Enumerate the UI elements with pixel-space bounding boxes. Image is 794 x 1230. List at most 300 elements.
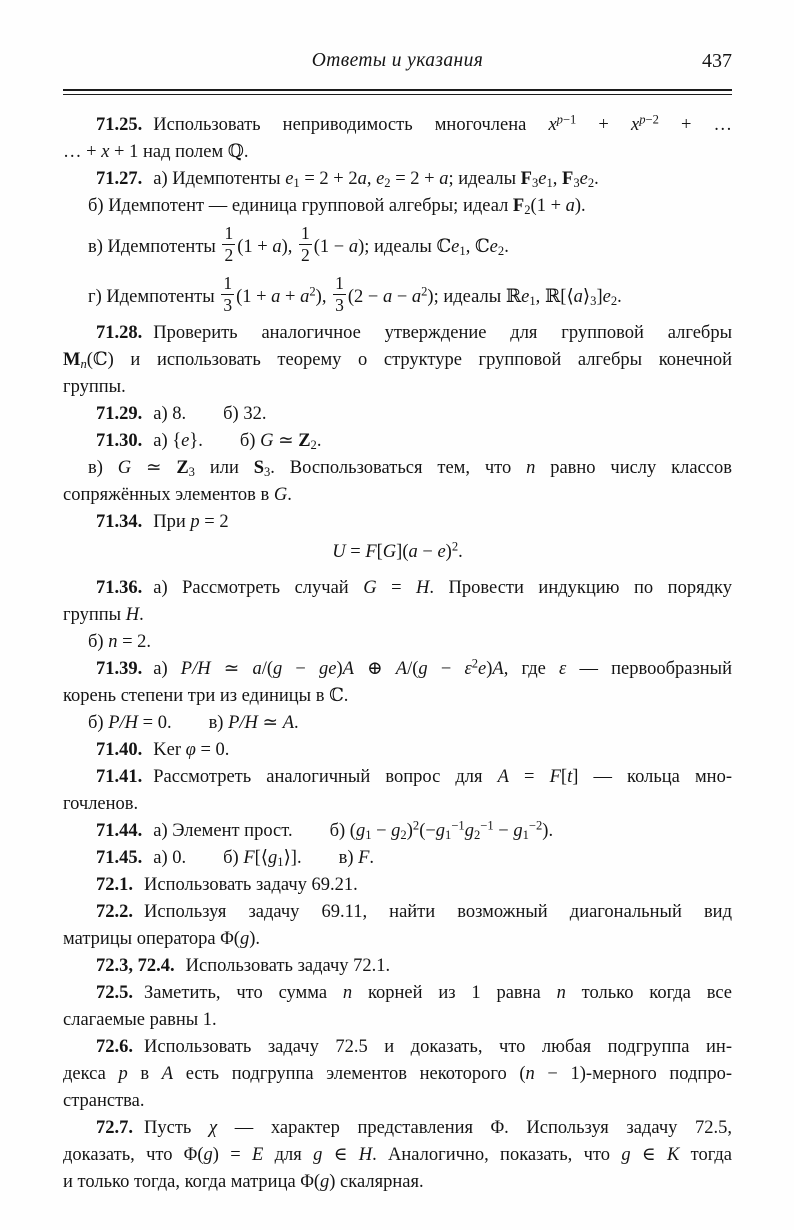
text-segment: /( [407,658,419,679]
text-segment: F [358,847,370,868]
text-segment: G [117,457,132,478]
text-segment: e [437,541,446,562]
problem-number: 71.36. [96,577,143,598]
text-segment: 2 [421,284,428,299]
equation-71-34 [63,539,732,566]
text-segment: e [602,286,611,307]
text-segment: доказать, что Φ( [63,1144,204,1165]
text-segment: , ℝ[⟨ [535,286,574,307]
text-segment: = [508,766,550,787]
text-segment: a [300,286,310,307]
text-segment: n [525,1063,535,1084]
fraction: $\frac{1}{3}$ [223,272,233,315]
text-segment: . [287,484,292,505]
text-segment: = [345,541,366,562]
text-segment: g [391,820,401,841]
text-segment: . [458,541,463,562]
text-segment: = 0. в) [138,712,229,733]
text-segment: p [639,112,646,127]
text-segment: 2 [309,284,316,299]
line-72-6-1 [63,1034,732,1061]
text-segment: F [520,169,532,189]
problem-number: 71.27. [96,169,143,189]
text-segment: a [272,236,282,257]
text-segment: = 2 [199,511,229,532]
text-segment: , [366,169,377,189]
text-segment: . [617,286,622,307]
text-segment: F [512,196,525,216]
line-71-41-2 [63,791,732,818]
text-segment: n [80,356,87,371]
text-segment: ) скалярная. [329,1171,424,1192]
text-segment: Ker [153,739,186,760]
text-segment: ⟩]. в) [283,847,359,868]
line-71-27-a [63,166,732,193]
line-72-2-2 [63,926,732,953]
text-segment: Использовать задачу 72.1. [185,955,391,976]
text-segment: g [435,820,446,841]
text-segment: g [268,847,278,868]
text-segment: , [552,169,563,189]
text-segment: ge [319,658,337,679]
text-segment: − [282,658,320,679]
text-segment: а) Элемент прост. б) ( [153,820,356,841]
text-segment: ) [406,820,413,841]
text-segment: e [538,169,547,189]
text-segment: E [252,1144,264,1165]
text-segment: = 0. [195,739,230,760]
text-segment: ), [281,236,297,257]
text-segment: . Провести индукцию по порядку [429,577,732,598]
text-segment: б) [88,631,109,652]
text-segment: G [382,541,397,562]
line-71-25-2 [63,139,732,166]
text-segment: G [273,484,288,505]
text-segment: ). [542,820,554,841]
text-segment: слагаемые равны 1. [63,1009,217,1030]
line-72-3-4 [63,953,732,980]
text-segment: Использовать задачу 69.21. [144,874,358,895]
text-segment: 1 [546,176,553,191]
text-segment: (1 + [530,196,566,216]
line-71-44 [63,818,732,845]
text-segment: . [316,430,322,451]
text-segment: , где [503,658,559,679]
problem-number: 71.34. [96,511,143,532]
text-segment: корень степени три из единицы в ℂ. [63,685,349,706]
text-segment: 1 [293,176,300,191]
text-segment: φ [185,739,196,760]
text-segment: g [313,1144,323,1165]
text-segment: а) { [153,430,182,451]
text-segment: A [497,766,509,787]
text-segment: [ [560,766,568,787]
text-segment: + … [658,115,732,135]
text-segment: A [342,658,354,679]
text-segment: a [565,196,575,216]
problem-number: 71.30. [96,430,143,451]
text-segment: 3 [264,464,271,479]
text-segment: ); идеалы ℝ [427,286,522,307]
text-segment: n [108,631,118,652]
text-segment: g [621,1144,631,1165]
text-segment: p [190,511,200,532]
text-segment: − 1)-мерного подпро- [534,1063,732,1084]
fraction: $\frac{1}{2}$ [301,223,310,265]
text-segment: 3 [531,176,539,191]
text-segment: + [576,115,631,135]
text-segment: . Воспользоваться тем, что [270,457,527,478]
text-segment: n [556,982,566,1003]
text-segment: a [271,286,281,307]
text-segment: г) Идемпотенты [88,286,220,307]
text-segment: б) [88,712,109,733]
problem-number: 71.44. [96,820,143,841]
text-segment: 2 [471,656,479,671]
text-segment: P/H [228,712,258,733]
text-segment: x [548,115,557,135]
text-segment: тогда [679,1144,732,1165]
line-71-45 [63,845,732,872]
text-segment: −1 [562,112,577,127]
text-segment: + 1 над полем ℚ. [109,142,249,162]
line-71-28-1 [63,320,732,347]
text-segment: Z [176,457,189,478]
line-72-7-3 [63,1169,732,1196]
text-segment: 2 [412,818,420,833]
text-segment: гочленов. [63,793,139,814]
header-rule [63,89,732,95]
text-segment: − [493,820,514,841]
line-71-36-2 [63,602,732,629]
problem-number: 72.2. [96,901,133,922]
text-segment: = [376,577,417,598]
text-segment: — характер представления Φ. Используя задачу 72.5, [217,1117,732,1138]
text-segment: (− [419,820,436,841]
problem-number: 71.29. [96,403,143,424]
text-segment: K [666,1144,680,1165]
text-segment: (ℂ) и использовать теорему о структуре групповой алгебры конечной [86,349,732,370]
text-segment: декса [63,1063,119,1084]
text-segment: При [153,511,191,532]
text-segment: 2 [497,243,505,258]
text-segment: . [369,847,375,868]
text-segment: g [355,820,366,841]
text-segment: группы [63,604,126,625]
fraction: $\frac{1}{3}$ [335,272,344,315]
text-segment: −2 [645,112,659,127]
text-segment: Заметить, что сумма [144,982,343,1003]
running-head-title: Ответы и указания [311,50,484,71]
text-segment: e [451,236,460,257]
text-segment: − [417,541,438,562]
text-segment: e [521,286,530,307]
line-71-25-1 [63,112,732,139]
text-segment: ε [558,658,567,679]
text-segment: + [280,286,301,307]
text-segment: 3 [573,176,580,191]
text-segment: [ [376,541,383,562]
text-segment: или [194,457,254,478]
text-segment: [⟨ [254,847,269,868]
line-71-41-1 [63,764,732,791]
text-segment: . [139,604,144,625]
running-head [63,50,732,80]
text-segment: e [181,430,190,451]
line-71-30 [63,428,732,455]
text-segment: F [562,169,574,189]
text-segment: и только тогда, когда матрица Φ( [63,1171,321,1192]
text-segment: A [161,1063,174,1084]
line-71-27-g [63,270,732,320]
text-segment: б) Идемпотент — единица групповой алгебры; идеал [88,196,513,216]
text-segment: (1 − [313,236,349,257]
text-segment: равно числу классов [535,457,732,478]
line-72-5-2 [63,1007,732,1034]
problem-number: 72.1. [96,874,133,895]
text-segment: G [260,430,274,451]
line-71-27-b [63,193,732,220]
text-segment: F [549,766,561,787]
text-segment: ε [464,658,472,679]
page-number: 437 [702,50,732,72]
text-segment: Проверить аналогичное утверждение для групповой алгебры [153,322,732,343]
line-72-5-1 [63,980,732,1007]
line-71-30-v-1 [63,455,732,482]
text-segment: A [492,658,504,679]
text-segment: ]( [396,541,409,562]
text-segment: a [408,541,418,562]
text-segment: χ [208,1117,218,1138]
problem-number: 72.5. [96,982,133,1003]
line-72-6-3 [63,1088,732,1115]
line-71-27-v [63,220,732,270]
text-segment: − [392,286,412,307]
line-72-2-1 [63,899,732,926]
line-72-6-2 [63,1061,732,1088]
text-segment: (1 + [237,236,273,257]
line-71-40 [63,737,732,764]
text-segment: Пусть [144,1117,209,1138]
text-segment: p [118,1063,128,1084]
text-segment: g [320,1171,330,1192]
text-segment: a [439,169,449,189]
text-segment: странства. [63,1090,145,1111]
text-segment: /( [261,658,273,679]
text-segment: ] — кольца мно- [572,766,732,787]
text-segment: n [526,457,536,478]
text-segment: Z [298,430,311,451]
text-segment: G [363,577,377,598]
text-segment: n [342,982,353,1003]
line-71-30-v-2 [63,482,732,509]
text-segment: }. б) [189,430,261,451]
text-segment: e [478,658,487,679]
line-71-39-2 [63,683,732,710]
text-segment: ⟩ [582,286,591,307]
text-segment: — первообразный [566,658,732,679]
text-segment: 2 [310,437,317,452]
line-71-29 [63,401,732,428]
text-segment: ) [486,658,493,679]
text-segment: g [203,1144,213,1165]
text-segment: ] [596,286,603,307]
text-segment: ) [336,658,343,679]
text-segment: − [427,658,465,679]
line-71-36-1 [63,575,732,602]
text-segment: −1 [480,818,494,833]
text-segment: Рассмотреть аналогичный вопрос для [153,766,498,787]
text-segment: ); идеалы ℂ [358,236,452,257]
text-segment: ) = [212,1144,252,1165]
text-segment: только когда все [565,982,732,1003]
text-segment: x [630,115,640,135]
text-segment: P/H [108,712,139,733]
text-segment: x [101,142,110,162]
text-segment: F [243,847,255,868]
text-segment: Используя задачу 69.11, найти возможный диагональный вид [144,901,732,922]
text-segment: − [371,820,392,841]
text-segment: ≃ [257,712,283,733]
text-segment: g [513,820,523,841]
line-71-28-2 [63,347,732,374]
text-segment: H [416,577,430,598]
text-segment: сопряжённых элементов в [63,484,274,505]
text-segment: 3 [188,464,195,479]
text-segment: а) 8. б) 32. [153,403,267,424]
text-segment: 2 [473,827,481,842]
text-segment: 2 [451,539,459,554]
text-segment: g [464,820,474,841]
text-segment: U [332,541,346,562]
text-segment: F [365,541,377,562]
text-segment: e [579,169,588,189]
text-segment: M [63,349,81,370]
text-segment: 1 [365,827,372,842]
text-segment: (2 − [347,286,383,307]
text-segment: ∈ [322,1144,359,1165]
text-segment: матрицы оператора Φ( [63,928,240,949]
problem-number: 71.25. [96,115,143,135]
text-segment: a [252,658,262,679]
text-segment: корней из 1 равна [352,982,557,1003]
text-segment: a [348,236,359,257]
text-segment: Использовать задачу 72.5 и доказать, что любая подгруппа ин- [144,1036,732,1057]
text-segment: e [285,169,294,189]
text-segment: 1 [277,854,284,869]
text-segment: H [125,604,140,625]
text-segment: в) [88,457,118,478]
answers-content [63,112,732,1196]
problem-number: 72.6. [96,1036,133,1057]
problem-number: 71.39. [96,658,143,679]
text-segment: 2 [610,293,618,308]
problem-number: 71.40. [96,739,143,760]
text-segment: 1 [529,293,536,308]
text-segment: a [573,286,583,307]
line-71-39-bv [63,710,732,737]
text-segment: e [489,236,498,257]
text-segment: −2 [528,818,543,833]
text-segment: . [294,712,299,733]
line-72-1 [63,872,732,899]
problem-number: 71.28. [96,322,143,343]
text-segment: ) [445,541,452,562]
text-segment: а) [153,658,181,679]
text-segment: = 2 + 2 [299,169,358,189]
text-segment: Использовать неприводимость многочлена [153,115,549,135]
text-segment: 2 [384,176,391,191]
problem-number: 71.45. [96,847,143,868]
line-71-36-b [63,629,732,656]
text-segment: S [253,457,264,478]
text-segment: 2 [400,827,407,842]
text-segment: = 2 + [390,169,440,189]
text-segment: t [567,766,573,787]
text-segment: , ℂ [465,236,490,257]
text-segment: g [273,658,283,679]
text-segment: 1 [445,827,452,842]
text-segment: ≃ [273,430,299,451]
text-segment: в) Идемпотенты [88,236,221,257]
text-segment: … + [63,142,102,162]
text-segment: ≃ [210,658,253,679]
text-segment: а) Рассмотреть случай [153,577,364,598]
text-segment: ). [574,196,586,216]
text-segment: A [282,712,294,733]
line-71-34 [63,509,732,536]
line-71-28-3 [63,374,732,401]
text-segment: ≃ [131,457,177,478]
text-segment: a [357,169,367,189]
text-segment: а) 0. б) [153,847,244,868]
text-segment: в [127,1063,162,1084]
text-segment: 1 [459,243,466,258]
line-71-39-1 [63,656,732,683]
text-segment: ⊕ [353,658,396,679]
text-segment: группы. [63,376,126,397]
text-segment: a [382,286,393,307]
text-segment: . [504,236,509,257]
text-segment: −1 [451,818,465,833]
text-segment: ; идеалы [448,169,521,189]
text-segment: g [418,658,428,679]
text-segment: 1 [522,827,529,842]
text-segment: а) Идемпотенты [153,169,286,189]
fraction: $\frac{1}{2}$ [224,223,234,265]
line-72-7-1 [63,1115,732,1142]
text-segment: для [263,1144,314,1165]
text-segment: 3 [590,293,597,308]
text-segment: 2 [524,203,531,218]
line-72-7-2 [63,1142,732,1169]
text-segment: = 2. [117,631,152,652]
text-segment: H [358,1144,373,1165]
text-segment: 2 [587,176,595,191]
text-segment: a [411,286,422,307]
text-segment: ), [315,286,332,307]
text-segment: ). [249,928,260,949]
text-segment: e [376,169,385,189]
text-segment: P/H [180,658,211,679]
problem-number: 72.3, 72.4. [96,955,175,976]
text-segment: p [556,112,563,127]
problem-number: 71.41. [96,766,143,787]
text-segment: . Аналогично, показать, что [372,1144,622,1165]
text-segment: ∈ [630,1144,667,1165]
problem-number: 72.7. [96,1117,133,1138]
text-segment: . [594,169,599,189]
